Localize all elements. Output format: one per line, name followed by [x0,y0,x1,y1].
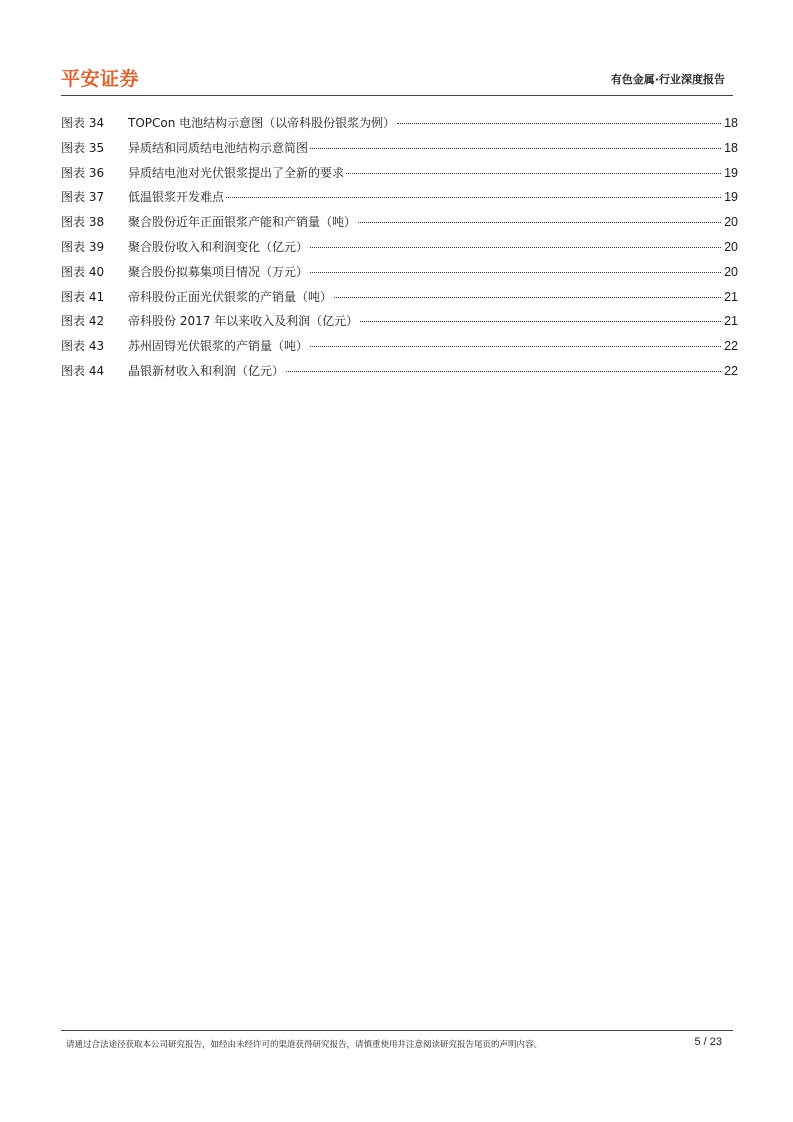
toc-dot-leader [360,320,721,322]
toc-entry-label: 图表 39 [61,239,105,254]
toc-entry-title: 晶银新材收入和利润（亿元） [128,363,285,378]
footer-disclaimer: 请通过合法途径获取本公司研究报告，如经由未经许可的渠道获得研究报告，请慎重使用并注意阅读研究报告尾页的声明内容。 [66,1040,543,1050]
toc-entry-page: 18 [724,116,738,130]
toc-entry[interactable] [61,210,738,235]
toc-dot-leader [397,122,721,124]
toc-entry[interactable] [61,111,738,136]
toc-entry-title: 帝科股份 2017 年以来收入及利润（亿元） [128,314,359,329]
toc-entry-title: 聚合股份拟募集项目情况（万元） [128,264,309,279]
toc-entry-label: 图表 34 [61,116,105,130]
toc-entry-title: 苏州固锝光伏银浆的产销量（吨） [128,339,309,354]
toc-entry-page: 19 [724,165,738,180]
toc-entry[interactable] [61,359,738,384]
toc-dot-leader [346,172,721,174]
toc-entry-page: 18 [724,140,738,155]
toc-entry[interactable] [61,309,738,334]
toc-entry[interactable] [61,185,738,210]
toc-dot-leader [310,246,721,248]
company-logo: 平安证券 [61,68,140,90]
report-category: 有色金属·行业深度报告 [610,73,725,86]
toc-entry-title: TOPCon 电池结构示意图（以帝科股份银浆为例） [128,116,396,130]
footer-divider [61,1030,733,1031]
toc-entry-page: 21 [724,314,738,329]
toc-entry-label: 图表 41 [61,289,105,304]
toc-entry-label: 图表 36 [61,165,105,180]
toc-dot-leader [310,147,721,149]
toc-entry-label: 图表 44 [61,363,105,378]
toc-entry-title: 异质结和同质结电池结构示意简图 [128,140,309,155]
toc-dot-leader [286,370,721,372]
figure-index-list [61,111,738,384]
toc-entry-page: 22 [724,363,738,378]
page-header [61,60,733,98]
toc-entry[interactable] [61,136,738,161]
toc-entry-label: 图表 37 [61,190,105,205]
toc-entry-title: 聚合股份收入和利润变化（亿元） [128,239,309,254]
toc-entry-title: 异质结电池对光伏银浆提出了全新的要求 [128,165,345,180]
toc-dot-leader [358,221,721,223]
page-number: 5 / 23 [694,1036,722,1048]
toc-entry[interactable] [61,161,738,186]
toc-dot-leader [226,196,721,198]
toc-dot-leader [310,345,721,347]
toc-entry-label: 图表 42 [61,314,105,329]
toc-entry-title: 低温银浆开发难点 [128,190,225,205]
header-divider [61,95,733,96]
toc-entry-page: 20 [724,215,738,230]
toc-entry-page: 20 [724,264,738,279]
toc-entry-page: 21 [724,289,738,304]
toc-dot-leader [310,271,721,273]
toc-entry-title: 帝科股份正面光伏银浆的产销量（吨） [128,289,333,304]
toc-entry-label: 图表 35 [61,140,105,155]
toc-entry[interactable] [61,334,738,359]
toc-entry-label: 图表 38 [61,215,105,230]
toc-dot-leader [334,296,721,298]
toc-entry-page: 22 [724,339,738,354]
toc-entry-page: 19 [724,190,738,205]
toc-entry[interactable] [61,260,738,285]
toc-entry-label: 图表 40 [61,264,105,279]
toc-entry[interactable] [61,285,738,310]
toc-entry-page: 20 [724,239,738,254]
toc-entry-label: 图表 43 [61,339,105,354]
toc-entry[interactable] [61,235,738,260]
toc-entry-title: 聚合股份近年正面银浆产能和产销量（吨） [128,215,357,230]
